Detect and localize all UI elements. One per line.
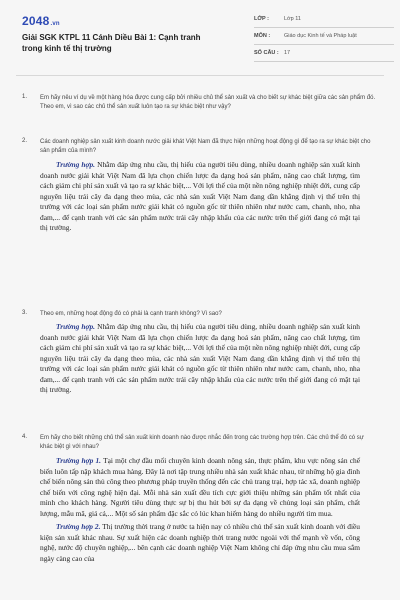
header-divider — [16, 75, 384, 76]
case-label: Trường hợp. — [56, 322, 96, 331]
meta-value: 17 — [284, 50, 291, 56]
meta-value: Lớp 11 — [284, 16, 301, 22]
question-number: 3. — [22, 310, 28, 316]
meta-info — [254, 14, 394, 65]
case-text: Nhằm đáp ứng nhu cầu, thị hiếu của người tiêu dùng, nhiều doanh nghiệp sản xuất kinh doanh nước giải khát Việt Nam đã lựa chọn chiến lược đa dạng hoá sản phẩm, nâng cao chất lượng, tìm cách giảm chi phí sản xuất và tạo ra sự khác biệt,... Với lợi thế của một nền nông nghiệp nhiệt đới, cung cấp nguyên liệu trái cây đa dạng theo mùa, các nhà sản xuất Việt Nam đang dần khẳng định vị thế trên thị trường với các loại sản phẩm nước giải khát có nguồn gốc từ thiên nhiên như nước cam, chanh, nho, nha đam,... để cạnh tranh với các sản phẩm nước trái cây nhập khẩu của các nước trên thế giới đang có mặt tại thị trường. — [40, 322, 360, 394]
question-number: 2. — [22, 138, 28, 144]
case-label: Trường hợp 1. — [56, 456, 102, 465]
case-label: Trường hợp 2. — [56, 522, 101, 531]
page-title: Giải SGK KTPL 11 Cánh Diều Bài 1: Cạnh tranh trong kinh tế thị trường — [22, 33, 201, 53]
meta-label: SỐ CÂU : — [254, 50, 279, 56]
case-label: Trường hợp. — [56, 160, 96, 169]
site-logo[interactable] — [22, 14, 60, 28]
document-header — [22, 14, 382, 70]
case-text: Thị trường thời trang ở nước ta hiện nay có nhiều chủ thể sản xuất kinh doanh với điều kiện sản xuất khác nhau. Sự xuất hiện các doanh nghiệp thời trang nước ngoài với thế mạnh về vốn, công nghệ, nước độ chuyên nghiệp,... bên cạnh các doanh nghiệp Việt Nam không chỉ đáp ứng nhu cầu mua sắm ngày càng cao của — [40, 522, 360, 563]
question-number: 1. — [22, 94, 28, 100]
meta-row-count — [254, 48, 394, 62]
meta-row-subject — [254, 31, 394, 45]
meta-row-class — [254, 14, 394, 28]
case-study — [40, 456, 360, 564]
case-study — [40, 322, 360, 396]
logo-suffix: .vn — [50, 21, 60, 27]
question-text: Các doanh nghiệp sản xuất kinh doanh nước giải khát Việt Nam đã thực hiện những hoạt động gì để tạo ra sự khác biệt cho sản phẩm của mình? — [40, 139, 371, 154]
question-text: Em hãy nêu ví dụ về một hàng hóa được cung cấp bởi nhiều chủ thể sản xuất và cho biết sự khác biệt giữa các sản phẩm đó. Theo em, vì sao các chủ thể sản xuất luôn tạo ra sự khác biệt như vậy? — [40, 95, 376, 110]
case-text: Tại một chợ đầu mối chuyên kinh doanh nông sản, thực phẩm, khu vực nông sản chế biến luôn tấp nập khách mua hàng. Đây là nơi tập trung nhiều nhà sản xuất khác nhau, từ những hộ gia đình chế biến nông sản thủ công theo phương pháp truyền thống đến các chủ trang trại, hợp tác xã, doanh nghiệp chế biến với công nghệ hiện đại. Mỗi nhà sản xuất đều tích cực giới thiệu những sản phẩm tốt nhất của mình cho khách hàng. Người tiêu dùng thực sự bị thu hút bởi sự đa dạng về chủng loại sản phẩm, chất lượng, mẫu mã, giá cả,... Một số sản phẩm đặc sắc có lúc khan hiếm hàng do nhiều người tìm mua. — [40, 456, 360, 518]
case-text: Nhằm đáp ứng nhu cầu, thị hiếu của người tiêu dùng, nhiều doanh nghiệp sản xuất kinh doanh nước giải khát Việt Nam đã lựa chọn chiến lược đa dạng hoá sản phẩm, nâng cao chất lượng, tìm cách giảm chi phí sản xuất và tạo ra sự khác biệt,... Với lợi thế của một nền nông nghiệp nhiệt đới, cung cấp nguyên liệu trái cây đa dạng theo mùa, các nhà sản xuất Việt Nam đang dần khẳng định vị thế trên thị trường với các loại sản phẩm nước giải khát có nguồn gốc từ thiên nhiên như nước cam, chanh, nho, nha đam,... để cạnh tranh với các sản phẩm nước trái cây nhập khẩu của các nước trên thế giới đang có mặt tại thị trường. — [40, 160, 360, 232]
meta-value: Giáo dục Kinh tế và Pháp luật — [284, 33, 357, 39]
meta-label: MÔN : — [254, 33, 271, 39]
logo-text: 2048 — [22, 14, 50, 28]
meta-label: LỚP : — [254, 16, 269, 22]
question-number: 4. — [22, 434, 28, 440]
question-text: Theo em, những hoạt động đó có phải là cạnh tranh không? Vì sao? — [40, 311, 222, 317]
case-study — [40, 160, 360, 234]
question-text: Em hãy cho biết những chủ thể sản xuất kinh doanh nào được nhắc đến trong các trường hợp trên. Các chủ thể đó có sự khác biệt gì với nhau? — [40, 435, 364, 450]
